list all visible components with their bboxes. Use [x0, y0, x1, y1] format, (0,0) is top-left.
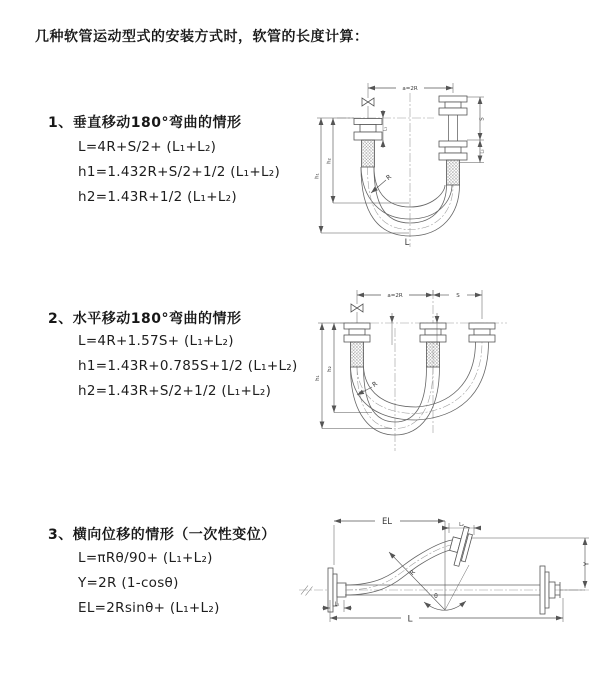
dim-label-length: L	[407, 614, 413, 625]
hose-curves	[345, 540, 454, 595]
dim-label-length: L	[404, 238, 410, 248]
diagram-vertical-180-bend	[312, 73, 597, 255]
upper-fitting	[446, 524, 474, 567]
section-1-formula-L: L=4R+S/2+ (L₁+L₂)	[78, 139, 217, 155]
dim-label-span: a=2R	[387, 293, 403, 299]
middle-fitting	[420, 323, 446, 367]
section-3-formula-EL: EL=2Rsinθ+ (L₁+L₂)	[78, 600, 220, 616]
section-3-formula-L: L=πRθ/90+ (L₁+L₂)	[78, 550, 213, 566]
page-title: 几种软管运动型式的安装方式时，软管的长度计算：	[35, 29, 369, 45]
section-1-formula-h1: h1=1.432R+S/2+1/2 (L₁+L₂)	[78, 164, 281, 180]
dim-label-radius: R	[408, 568, 418, 578]
right-fitting	[469, 323, 495, 342]
right-fitting	[439, 96, 467, 185]
centerlines	[337, 93, 434, 247]
section-2-formula-L: L=4R+1.57S+ (L₁+L₂)	[78, 333, 234, 349]
valve-icon	[351, 304, 363, 312]
dim-label-h1: h₁	[314, 173, 321, 179]
dim-label-h1: h₁	[315, 375, 321, 381]
dim-label-radius: R	[370, 379, 380, 389]
valve-icon	[362, 98, 374, 106]
dim-label-l1: L₁	[383, 126, 389, 132]
left-fitting	[354, 119, 382, 168]
dim-label-l1: L₁	[334, 601, 340, 608]
dim-label-l2: L₂	[459, 522, 464, 528]
hose-curves	[351, 342, 489, 435]
break-symbol	[301, 586, 313, 596]
section-2-formula-h1: h1=1.43R+0.785S+1/2 (L₁+L₂)	[78, 358, 298, 374]
dim-label-s: S	[456, 293, 460, 299]
section-1-formula-h2: h2=1.43R+1/2 (L₁+L₂)	[78, 189, 237, 205]
dim-label-l2: L₂	[480, 149, 486, 154]
braid-hatch	[447, 160, 460, 185]
dim-label-span: a=2R	[402, 86, 418, 92]
diagram-horizontal-180-bend	[312, 283, 597, 458]
diagram-lateral-displacement	[297, 502, 597, 647]
dim-label-h2: h₂	[327, 366, 333, 372]
dim-label-angle: θ	[434, 593, 438, 600]
left-fitting	[344, 323, 370, 367]
dim-label-h2: h₂	[326, 158, 333, 164]
dim-label-s: S	[479, 117, 486, 121]
section-2-formula-h2: h2=1.43R+S/2+1/2 (L₁+L₂)	[78, 383, 272, 399]
dim-label-span: EL	[381, 517, 393, 527]
section-1-heading: 1、垂直移动180°弯曲的情形	[48, 115, 242, 131]
section-3-heading: 3、横向位移的情形（一次性变位）	[48, 527, 276, 543]
braid-hatch	[362, 140, 375, 167]
dim-label-offset: Y	[582, 561, 591, 567]
braid-hatch	[351, 342, 364, 367]
dim-label-radius: R	[384, 172, 394, 182]
braid-hatch	[427, 342, 440, 367]
section-3-formula-Y: Y=2R (1-cosθ)	[78, 575, 179, 591]
section-2-heading: 2、水平移动180°弯曲的情形	[48, 311, 242, 327]
